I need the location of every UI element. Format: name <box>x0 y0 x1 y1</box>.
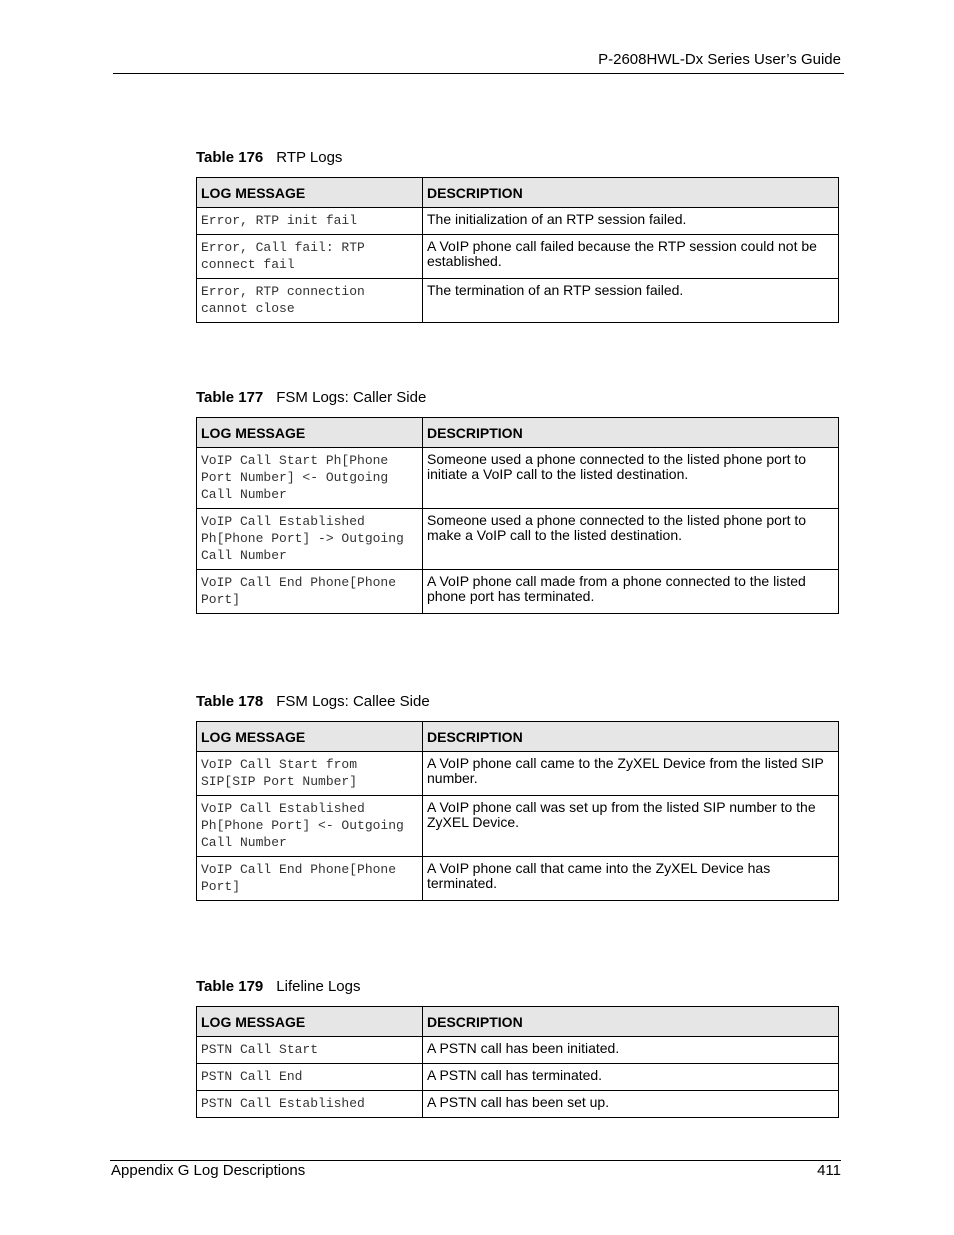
log-message-line: VoIP Call End Phone[Phone <box>201 862 397 877</box>
log-message-line: Call Number <box>201 487 287 502</box>
description-cell: A VoIP phone call was set up from the listed SIP number to the ZyXEL Device. <box>423 796 839 857</box>
table-number: Table 177 <box>196 389 264 406</box>
log-message-line: Ph[Phone Port] <- Outgoing <box>201 818 404 833</box>
log-message-cell <box>197 1037 423 1064</box>
table-row <box>197 279 839 323</box>
table-row <box>197 796 839 857</box>
table-title: Lifeline Logs <box>276 978 361 995</box>
table-header-row <box>197 178 839 208</box>
table-row <box>197 752 839 796</box>
log-message-line: PSTN Call Start <box>201 1042 319 1057</box>
table-row <box>197 1037 839 1064</box>
description-header: DESCRIPTION <box>423 178 839 208</box>
table-caption <box>196 691 838 712</box>
log-message-header: LOG MESSAGE <box>197 722 423 752</box>
log-message-header: LOG MESSAGE <box>197 1007 423 1037</box>
description-cell: A PSTN call has been set up. <box>423 1091 839 1118</box>
log-message-header: LOG MESSAGE <box>197 178 423 208</box>
page-number: 411 <box>817 1162 841 1179</box>
fsm-callee-logs-table <box>196 721 839 901</box>
description-cell: Someone used a phone connected to the listed phone port to make a VoIP call to the listed destination. <box>423 509 839 570</box>
log-message-line: SIP[SIP Port Number] <box>201 774 358 789</box>
log-message-cell <box>197 279 423 323</box>
description-cell: A PSTN call has terminated. <box>423 1064 839 1091</box>
table-176-block <box>196 147 838 323</box>
log-message-line: Error, Call fail: RTP <box>201 240 365 255</box>
table-row <box>197 570 839 614</box>
log-message-line: connect fail <box>201 257 295 272</box>
table-header-row <box>197 418 839 448</box>
table-row <box>197 208 839 235</box>
log-message-cell <box>197 1064 423 1091</box>
table-179-block <box>196 976 838 1118</box>
log-message-line: Call Number <box>201 548 287 563</box>
description-cell: Someone used a phone connected to the listed phone port to initiate a VoIP call to the listed destination. <box>423 448 839 509</box>
description-header: DESCRIPTION <box>423 1007 839 1037</box>
header-title: P-2608HWL-Dx Series User’s Guide <box>598 51 841 68</box>
log-message-line: VoIP Call Start from <box>201 757 358 772</box>
log-message-line: PSTN Call Established <box>201 1096 365 1111</box>
table-number: Table 179 <box>196 978 264 995</box>
log-message-cell <box>197 570 423 614</box>
description-cell: A PSTN call has been initiated. <box>423 1037 839 1064</box>
table-caption <box>196 976 838 997</box>
table-header-row <box>197 722 839 752</box>
table-number: Table 178 <box>196 693 264 710</box>
log-message-cell <box>197 796 423 857</box>
table-caption <box>196 387 838 408</box>
table-row <box>197 509 839 570</box>
table-number: Table 176 <box>196 149 264 166</box>
log-message-line: Port] <box>201 592 241 607</box>
description-cell: The initialization of an RTP session failed. <box>423 208 839 235</box>
table-row <box>197 1064 839 1091</box>
table-row <box>197 448 839 509</box>
log-message-line: Port Number] <- Outgoing <box>201 470 389 485</box>
description-cell: A VoIP phone call made from a phone connected to the listed phone port has terminated. <box>423 570 839 614</box>
log-message-cell <box>197 448 423 509</box>
table-row <box>197 235 839 279</box>
log-message-cell <box>197 1091 423 1118</box>
lifeline-logs-table <box>196 1006 839 1118</box>
description-cell: A VoIP phone call failed because the RTP session could not be established. <box>423 235 839 279</box>
table-header-row <box>197 1007 839 1037</box>
table-caption <box>196 147 838 168</box>
log-message-cell <box>197 235 423 279</box>
log-message-line: Ph[Phone Port] -> Outgoing <box>201 531 404 546</box>
description-cell: The termination of an RTP session failed. <box>423 279 839 323</box>
rtp-logs-table <box>196 177 839 323</box>
table-row <box>197 857 839 901</box>
log-message-line: Call Number <box>201 835 287 850</box>
log-message-line: PSTN Call End <box>201 1069 303 1084</box>
log-message-cell <box>197 752 423 796</box>
log-message-cell <box>197 509 423 570</box>
log-message-cell <box>197 857 423 901</box>
table-177-block <box>196 387 838 614</box>
log-message-line: VoIP Call End Phone[Phone <box>201 575 397 590</box>
fsm-caller-logs-table <box>196 417 839 614</box>
table-title: FSM Logs: Caller Side <box>276 389 427 406</box>
table-178-block <box>196 691 838 901</box>
log-message-header: LOG MESSAGE <box>197 418 423 448</box>
header-rule <box>113 73 844 74</box>
log-message-line: VoIP Call Established <box>201 801 365 816</box>
log-message-line: Port] <box>201 879 241 894</box>
log-message-line: cannot close <box>201 301 295 316</box>
log-message-line: Error, RTP connection <box>201 284 365 299</box>
log-message-cell <box>197 208 423 235</box>
footer-section-title: Appendix G Log Descriptions <box>111 1162 306 1179</box>
log-message-line: VoIP Call Start Ph[Phone <box>201 453 389 468</box>
footer-rule <box>110 1160 841 1161</box>
table-row <box>197 1091 839 1118</box>
description-header: DESCRIPTION <box>423 418 839 448</box>
table-title: RTP Logs <box>276 149 343 166</box>
table-title: FSM Logs: Callee Side <box>276 693 430 710</box>
description-cell: A VoIP phone call that came into the ZyXEL Device has terminated. <box>423 857 839 901</box>
description-header: DESCRIPTION <box>423 722 839 752</box>
log-message-line: VoIP Call Established <box>201 514 365 529</box>
log-message-line: Error, RTP init fail <box>201 213 358 228</box>
description-cell: A VoIP phone call came to the ZyXEL Device from the listed SIP number. <box>423 752 839 796</box>
